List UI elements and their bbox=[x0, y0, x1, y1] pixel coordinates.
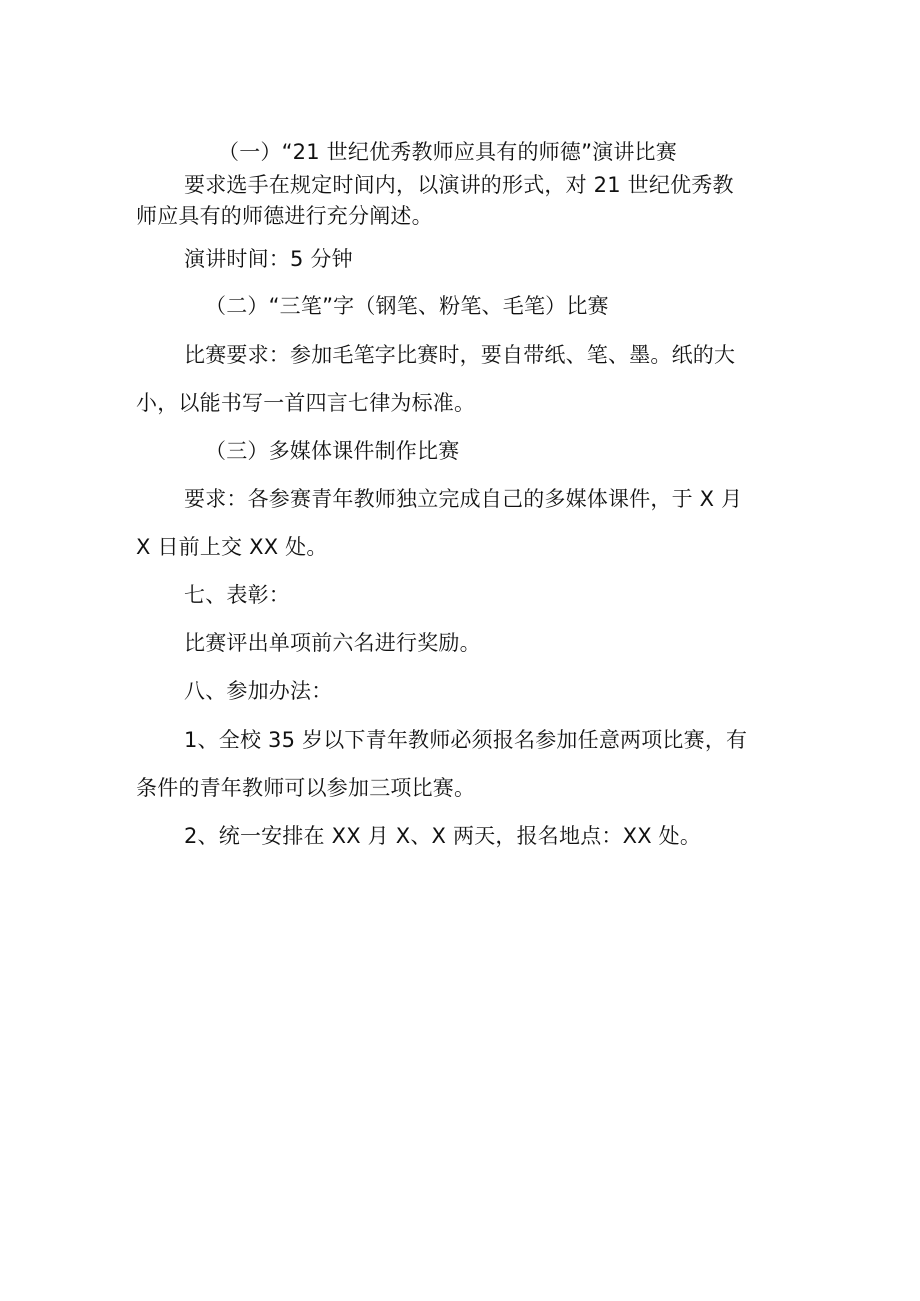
section-8-title: 八、参加办法： bbox=[184, 679, 333, 703]
section-8-item-1-line-1: 1、全校 35 岁以下青年教师必须报名参加任意两项比赛，有 bbox=[184, 728, 748, 752]
section-1-requirement-line-1: 要求选手在规定时间内，以演讲的形式，对 21 世纪优秀教 bbox=[184, 173, 734, 197]
section-8-item-1-line-2: 条件的青年教师可以参加三项比赛。 bbox=[136, 776, 476, 800]
section-7-body: 比赛评出单项前六名进行奖励。 bbox=[184, 631, 481, 655]
section-1-title: （一）“21 世纪优秀教师应具有的师德”演讲比赛 bbox=[218, 140, 677, 164]
section-2-requirement-line-1: 比赛要求：参加毛笔字比赛时，要自带纸、笔、墨。纸的大 bbox=[184, 343, 736, 367]
section-3-requirement-line-1: 要求：各参赛青年教师独立完成自己的多媒体课件，于 X 月 bbox=[184, 487, 743, 511]
section-7-title: 七、表彰： bbox=[184, 583, 290, 607]
section-1-requirement-line-2: 师应具有的师德进行充分阐述。 bbox=[136, 204, 433, 228]
section-1-time: 演讲时间：5 分钟 bbox=[184, 247, 353, 271]
section-3-title: （三）多媒体课件制作比赛 bbox=[205, 439, 460, 463]
section-2-requirement-line-2: 小，以能书写一首四言七律为标准。 bbox=[136, 391, 476, 415]
section-2-title: （二）“三笔”字（钢笔、粉笔、毛笔）比赛 bbox=[205, 294, 609, 318]
section-8-item-2: 2、统一安排在 XX 月 X、X 两天，报名地点：XX 处。 bbox=[184, 824, 702, 848]
section-3-requirement-line-2: X 日前上交 XX 处。 bbox=[136, 535, 328, 559]
